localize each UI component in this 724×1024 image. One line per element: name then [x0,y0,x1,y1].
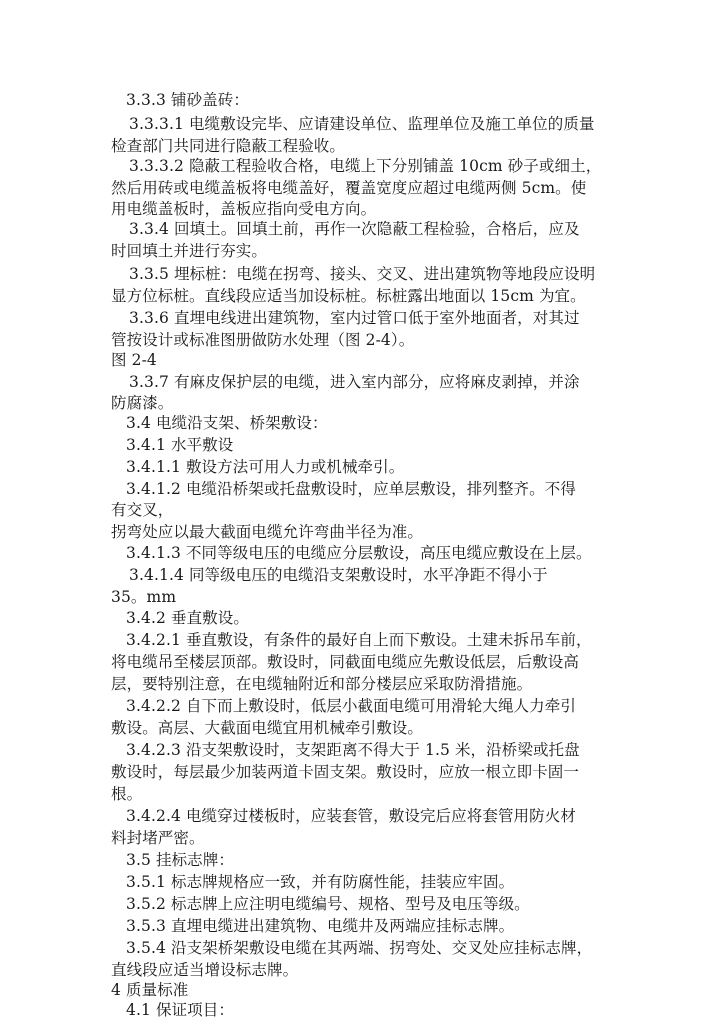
text-line: 层，要特别注意，在电缆轴附近和部分楼层应采取防滑措施。 [111,675,533,693]
text-line: 敷设。高层、大截面电缆宜用机械牵引敷设。 [111,719,424,737]
text-line: 3.5.4 沿支架桥架敷设电缆在其两端、拐弯处、交叉处应挂标志牌， [126,939,593,957]
text-line: 管按设计或标准图册做防水处理（图 2-4）。 [111,331,415,349]
text-line: 3.4.1.2 电缆沿桥架或托盘敷设时，应单层敷设，排列整齐。不得 [126,480,576,498]
text-line: 检查部门共同进行隐蔽工程验收。 [111,137,346,155]
text-line: 直线段应适当增设标志牌。 [111,961,299,979]
text-line: 3.4.1.1 敷设方法可用人力或机械牵引。 [126,458,405,476]
text-line: 3.4.1.4 同等级电压的电缆沿支架敷设时，水平净距不得小于 [129,566,548,584]
text-line: 拐弯处应以最大截面电缆允许弯曲半径为准。 [111,523,424,541]
text-line: 有交叉， [111,501,174,519]
text-line: 3.4.2.3 沿支架敷设时，支架距离不得大于 1.5 米，沿桥梁或托盘 [126,741,580,759]
text-line: 3.3.7 有麻皮保护层的电缆，进入室内部分，应将麻皮剥掉，并涂 [129,373,580,391]
text-line: 3.4.2.2 自下而上敷设时，低层小截面电缆可用滑轮大绳人力牵引 [126,697,576,715]
text-line: 3.3.6 直埋电线进出建筑物，室内过管口低于室外地面者，对其过 [129,309,580,327]
heading-4: 4 质量标准 [111,981,189,999]
figure-label: 图 2-4 [111,351,157,369]
text-line: 3.5.2 标志牌上应注明电缆编号、规格、型号及电压等级。 [126,895,530,913]
heading-4-1: 4.1 保证项目： [126,1001,234,1019]
text-line: 防腐漆。 [111,394,174,412]
heading-3-3-3: 3.3.3 铺砂盖砖： [126,91,249,109]
text-line: 料封堵严密。 [111,829,205,847]
text-line: 3.5.1 标志牌规格应一致，并有防腐性能，挂装应牢固。 [126,873,515,891]
text-line: 3.3.3.1 电缆敷设完毕、应请建设单位、监理单位及施工单位的质量 [129,115,595,133]
text-line: 3.3.3.2 隐蔽工程验收合格，电缆上下分别铺盖 10cm 砂子或细土， [129,157,602,175]
text-line: 用电缆盖板时，盖板应指向受电方向。 [111,200,377,218]
text-line: 3.4.1.3 不同等级电压的电缆应分层敷设，高压电缆应敷设在上层。 [126,544,592,562]
text-line: 3.3.5 埋标桩：电缆在拐弯、接头、交叉、进出建筑物等地段应设明 [129,265,596,283]
heading-3-4-1: 3.4.1 水平敷设 [126,436,234,454]
text-line: 3.4.2.4 电缆穿过楼板时，应装套管，敷设完后应将套管用防火材 [126,807,576,825]
text-line: 35。mm [111,588,177,606]
heading-3-5: 3.5 挂标志牌： [126,851,234,869]
text-line: 敷设时，每层最少加装两道卡固支架。敷设时，应放一根立即卡固一 [111,763,580,781]
heading-3-4: 3.4 电缆沿支架、桥架敷设： [126,414,328,432]
text-line: 然后用砖或电缆盖板将电缆盖好，覆盖宽度应超过电缆两侧 5cm。使 [111,179,587,197]
text-line: 显方位标桩。直线段应适当加设标桩。标桩露出地面以 15cm 为宜。 [111,287,586,305]
heading-3-4-2: 3.4.2 垂直敷设。 [126,609,249,627]
text-line: 时回填土并进行夯实。 [111,242,268,260]
text-line: 3.4.2.1 垂直敷设，有条件的最好自上而下敷设。土建未拆吊车前， [126,631,592,649]
text-line: 3.5.3 直埋电缆进出建筑物、电缆井及两端应挂标志牌。 [126,917,515,935]
text-line: 根。 [111,785,143,803]
text-line: 将电缆吊至楼层顶部。敷设时，同截面电缆应先敷设低层，后敷设高 [111,653,580,671]
text-line: 3.3.4 回填土。回填土前，再作一次隐蔽工程检验，合格后，应及 [129,220,580,238]
